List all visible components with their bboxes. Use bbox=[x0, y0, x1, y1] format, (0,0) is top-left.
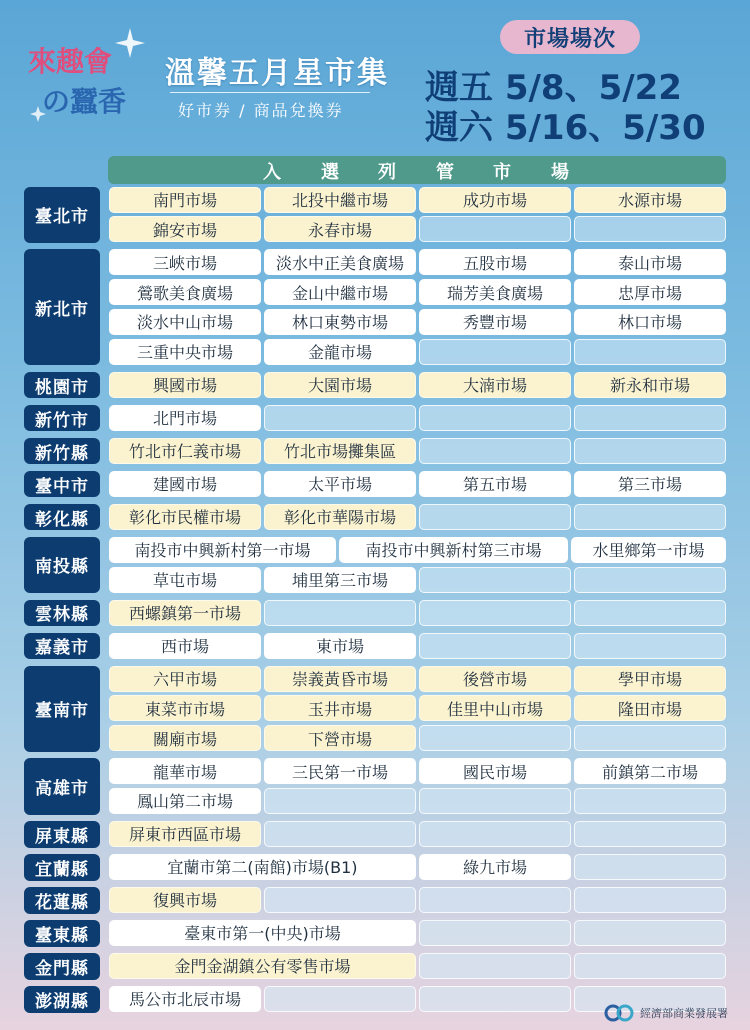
empty-cell bbox=[264, 600, 416, 626]
empty-cell bbox=[574, 920, 726, 946]
empty-cell bbox=[574, 438, 726, 464]
market-cell: 竹北市場攤集區 bbox=[264, 438, 416, 464]
schedule-badge: 市場場次 bbox=[500, 20, 640, 54]
market-cell: 太平市場 bbox=[264, 471, 416, 497]
market-cell: 林口東勢市場 bbox=[264, 309, 416, 335]
empty-cell bbox=[419, 725, 571, 751]
market-cell: 五股市場 bbox=[419, 249, 571, 275]
market-cell: 金門金湖鎮公有零售市場 bbox=[109, 953, 416, 979]
market-cell: 秀豐市場 bbox=[419, 309, 571, 335]
empty-cell bbox=[574, 821, 726, 847]
market-cell: 彰化市華陽市場 bbox=[264, 504, 416, 530]
empty-cell bbox=[574, 405, 726, 431]
empty-cell bbox=[264, 405, 416, 431]
market-cell: 馬公市北辰市場 bbox=[109, 986, 261, 1012]
ministry-logo-icon bbox=[604, 1004, 634, 1022]
market-cell: 隆田市場 bbox=[574, 695, 726, 721]
market-cell: 彰化市民權市場 bbox=[109, 504, 261, 530]
market-cell: 下營市場 bbox=[264, 725, 416, 751]
region-label: 雲林縣 bbox=[24, 600, 100, 627]
market-cell: 淡水中山市場 bbox=[109, 309, 261, 335]
market-cell: 大湳市場 bbox=[419, 372, 571, 398]
market-cell: 佳里中山市場 bbox=[419, 695, 571, 721]
region-label: 新竹市 bbox=[24, 405, 100, 432]
empty-cell bbox=[264, 986, 416, 1012]
market-cell: 瑞芳美食廣場 bbox=[419, 279, 571, 305]
market-cell: 第五市場 bbox=[419, 471, 571, 497]
market-cell: 國民市場 bbox=[419, 758, 571, 784]
empty-cell bbox=[574, 854, 726, 880]
empty-cell bbox=[419, 405, 571, 431]
empty-cell bbox=[264, 821, 416, 847]
market-cell: 三峽市場 bbox=[109, 249, 261, 275]
market-cell: 南投市中興新村第三市場 bbox=[339, 537, 568, 563]
market-cell: 龍華市場 bbox=[109, 758, 261, 784]
market-cell: 第三市場 bbox=[574, 471, 726, 497]
empty-cell bbox=[419, 339, 571, 365]
empty-cell bbox=[574, 504, 726, 530]
market-cell: 後營市場 bbox=[419, 666, 571, 692]
footer-org: 經濟部商業發展署 bbox=[640, 1007, 728, 1020]
market-cell: 大園市場 bbox=[264, 372, 416, 398]
empty-cell bbox=[419, 438, 571, 464]
table-header bbox=[108, 156, 726, 184]
market-cell: 崇義黃昏市場 bbox=[264, 666, 416, 692]
market-cell: 北門市場 bbox=[109, 405, 261, 431]
market-cell: 三重中央市場 bbox=[109, 339, 261, 365]
market-cell: 玉井市場 bbox=[264, 695, 416, 721]
empty-cell bbox=[264, 887, 416, 913]
market-cell: 金山中繼市場 bbox=[264, 279, 416, 305]
empty-cell bbox=[419, 953, 571, 979]
market-cell: 錦安市場 bbox=[109, 216, 261, 242]
logo-line1: 來趣會 bbox=[28, 45, 113, 78]
market-cell: 鳳山第二市場 bbox=[109, 788, 261, 814]
empty-cell bbox=[419, 216, 571, 242]
region-label: 臺中市 bbox=[24, 471, 100, 498]
region-label: 新竹縣 bbox=[24, 438, 100, 465]
market-cell: 宜蘭市第二(南館)市場(B1) bbox=[109, 854, 416, 880]
empty-cell bbox=[419, 920, 571, 946]
market-cell: 金龍市場 bbox=[264, 339, 416, 365]
empty-cell bbox=[574, 600, 726, 626]
empty-cell bbox=[574, 725, 726, 751]
market-cell: 興國市場 bbox=[109, 372, 261, 398]
region-label: 嘉義市 bbox=[24, 633, 100, 660]
market-cell: 水源市場 bbox=[574, 187, 726, 213]
empty-cell bbox=[419, 887, 571, 913]
region-label: 澎湖縣 bbox=[24, 986, 100, 1013]
region-label: 新北市 bbox=[24, 249, 100, 365]
empty-cell bbox=[419, 986, 571, 1012]
logo-line2: の蠶香 bbox=[42, 85, 127, 118]
empty-cell bbox=[419, 788, 571, 814]
event-logo bbox=[18, 20, 158, 130]
market-cell: 永春市場 bbox=[264, 216, 416, 242]
empty-cell bbox=[419, 821, 571, 847]
empty-cell bbox=[419, 633, 571, 659]
region-label: 金門縣 bbox=[24, 953, 100, 980]
header-char: 選 bbox=[321, 162, 339, 183]
market-cell: 六甲市場 bbox=[109, 666, 261, 692]
schedule-friday: 週五 5/8、5/22 bbox=[425, 68, 682, 108]
page-subtitle: 好市券 / 商品兌換券 bbox=[178, 101, 344, 120]
empty-cell bbox=[574, 633, 726, 659]
market-cell: 南門市場 bbox=[109, 187, 261, 213]
market-cell: 泰山市場 bbox=[574, 249, 726, 275]
market-cell: 建國市場 bbox=[109, 471, 261, 497]
market-cell: 前鎮第二市場 bbox=[574, 758, 726, 784]
empty-cell bbox=[574, 216, 726, 242]
region-label: 彰化縣 bbox=[24, 504, 100, 531]
market-cell: 西螺鎮第一市場 bbox=[109, 600, 261, 626]
market-cell: 東市場 bbox=[264, 633, 416, 659]
header-char: 管 bbox=[436, 162, 454, 183]
empty-cell bbox=[574, 953, 726, 979]
market-cell: 學甲市場 bbox=[574, 666, 726, 692]
header-char: 列 bbox=[378, 162, 396, 183]
market-cell: 北投中繼市場 bbox=[264, 187, 416, 213]
title-divider bbox=[170, 92, 370, 93]
header-char: 場 bbox=[551, 162, 569, 183]
empty-cell bbox=[574, 567, 726, 593]
region-label: 臺東縣 bbox=[24, 920, 100, 947]
region-label: 花蓮縣 bbox=[24, 887, 100, 914]
region-label: 屏東縣 bbox=[24, 821, 100, 848]
market-cell: 忠厚市場 bbox=[574, 279, 726, 305]
market-cell: 竹北市仁義市場 bbox=[109, 438, 261, 464]
market-cell: 三民第一市場 bbox=[264, 758, 416, 784]
empty-cell bbox=[574, 887, 726, 913]
market-cell: 林口市場 bbox=[574, 309, 726, 335]
market-cell: 水里鄉第一市場 bbox=[571, 537, 726, 563]
market-cell: 關廟市場 bbox=[109, 725, 261, 751]
header-char: 市 bbox=[493, 162, 511, 183]
header-char: 入 bbox=[263, 162, 281, 183]
market-cell: 成功市場 bbox=[419, 187, 571, 213]
empty-cell bbox=[419, 504, 571, 530]
market-cell: 臺東市第一(中央)市場 bbox=[109, 920, 416, 946]
empty-cell bbox=[574, 788, 726, 814]
empty-cell bbox=[574, 339, 726, 365]
market-cell: 鶯歌美食廣場 bbox=[109, 279, 261, 305]
market-cell: 淡水中正美食廣場 bbox=[264, 249, 416, 275]
region-label: 桃園市 bbox=[24, 372, 100, 399]
schedule-saturday: 週六 5/16、5/30 bbox=[425, 108, 706, 148]
region-label: 臺北市 bbox=[24, 187, 100, 244]
market-cell: 新永和市場 bbox=[574, 372, 726, 398]
market-cell: 東菜市市場 bbox=[109, 695, 261, 721]
market-cell: 南投市中興新村第一市場 bbox=[109, 537, 336, 563]
empty-cell bbox=[264, 788, 416, 814]
market-cell: 綠九市場 bbox=[419, 854, 571, 880]
region-label: 臺南市 bbox=[24, 666, 100, 752]
region-label: 高雄市 bbox=[24, 758, 100, 815]
market-cell: 草屯市場 bbox=[109, 567, 261, 593]
market-cell: 屏東市西區市場 bbox=[109, 821, 261, 847]
footer bbox=[604, 1004, 728, 1022]
region-label: 南投縣 bbox=[24, 537, 100, 594]
market-cell: 埔里第三市場 bbox=[264, 567, 416, 593]
page-title: 溫馨五月星市集 bbox=[165, 56, 389, 91]
market-cell: 西市場 bbox=[109, 633, 261, 659]
region-label: 宜蘭縣 bbox=[24, 854, 100, 881]
empty-cell bbox=[419, 567, 571, 593]
market-cell: 復興市場 bbox=[109, 887, 261, 913]
empty-cell bbox=[419, 600, 571, 626]
